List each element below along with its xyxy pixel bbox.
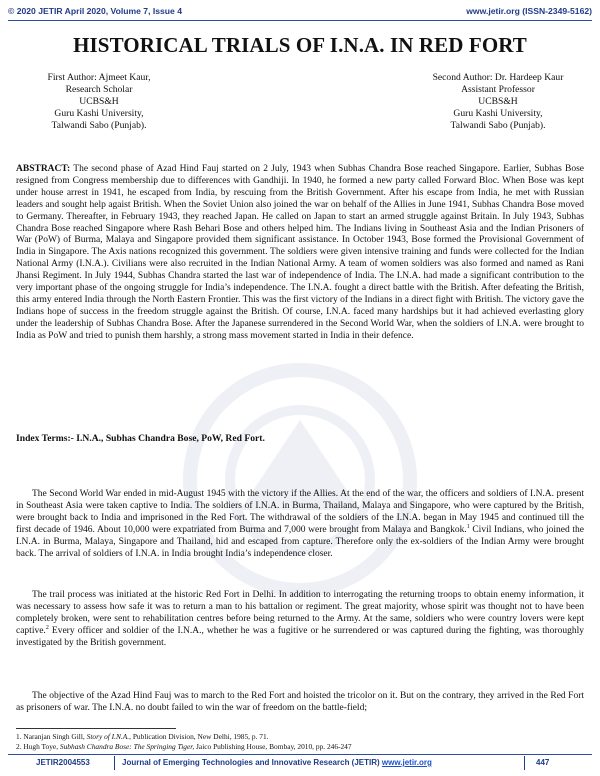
- footnote-ref-1[interactable]: 1: [466, 523, 470, 530]
- footer-divider: [8, 754, 592, 755]
- header-issue-info: © 2020 JETIR April 2020, Volume 7, Issue 4: [8, 6, 182, 16]
- page-number: 447: [536, 758, 550, 767]
- footnote-1: 1. Naranjan Singh Gill, Story of I.N.A., Publication Division, New Delhi, 1985, p. 71.: [16, 732, 269, 741]
- page-header: [8, 6, 592, 20]
- body-paragraph-1: The Second World War ended in mid-August 1945 with the victory if the Allies. At the end of the war, the officers and soldiers of I.N.A. present in Southeast Asia were taken captive to India. The soldiers of I.N.A. in Burma, Thailand, Malaya and Singapore, who were captured by the British, were brought back to India and imprisoned in the Red Fort. The withdrawal of the soldiers of the I.N.A. began in May 1945 and continued till the first decade of 1946. About 10,000 were expatriated from Burma and 7,000 were brought from Malaya and Bangkok.$^1$ Civil Indians, who joined the I.N.A. in Burma, Malaya, Singapore and Thailand, hid and escaped from capture. Therefore only the ex-soldiers of the Indian Army were brought back. The arrival of soldiers of I.N.A. in India brought India’s independence closer.: [16, 489, 584, 559]
- footnote-2: 2. Hugh Toye, Subhash Chandra Bose: The Springing Tiger, Jaico Publishing House, Bombay, 2010, pp. 246-247: [16, 742, 352, 751]
- abstract-text: The second phase of Azad Hind Fauj started on 2 July, 1943 when Subhas Chandra Bose reached Singapore. Earlier, Subhas Bose resigned from Congress membership due to differences with Gandhiji. In 1940, he formed a new party called Forward Bloc. When Bose was kept under house arrest in 1941, he escaped from India, by rescuing from the British Government. After his escape from India, he met with Russian leaders and sought help agaist British. When the Soviet Union also joined the war on behalf of the Allies in June 1941, Subhas Chandra Bose moved to Germany. Thereafter, in February 1943, they reached Japan. He called on Japan to start an armed struggle against Britain. In July 1943, Subhas Chandra Bose reached Singapore where Rash Behari Bose and others helped him. The Indians living in Southeast Asia and the Indian Prisoners of War (PoW) of Burma, Malaya and Singapore provided them significant assistance. In October 1943, Bose formed the Provisional Government of India in Singapore. The Axis nations recognized this government. The soldiers were given intensive training and funds were collected for the Indian National Army (I.N.A.). Civilians were also recruited in the Indian National Army. A team of women soldiers was also formed and named as Rani Jhansi Regiment. In July 1944, Subhas Chandra started the last war of independence of India. The I.N.A. had made a significant contribution to the very important phase of the ongoing struggle for India’s independence. The I.N.A. fought a direct battle with the British. After defeating the British, this army entered India through the North Eastern Frontier. This was the first victory of the Indians in a direct fight with British. The victory gave the Indians hope of success in the freedom struggle against the British. Of course, I.N.A. faced many hardships but it had achieved everlasting glory under the leadership of Subhas Chandra Bose. After the Japanese surrendered in the Second World War, when the soldiers of I.N.A. were brought to India as PoW and tried to punish them harshly, a strong mass movement started in India in their defence.: [16, 164, 584, 341]
- header-journal-url[interactable]: www.jetir.org (ISSN-2349-5162): [466, 6, 592, 16]
- footer-journal-link[interactable]: www.jetir.org: [381, 758, 432, 767]
- page-footer: [8, 758, 592, 772]
- index-terms: Index Terms:- I.N.A., Subhas Chandra Bose, PoW, Red Fort.: [16, 433, 265, 444]
- first-author-location: Talwandi Sabo (Punjab).: [51, 120, 147, 131]
- first-author-dept: UCBS&H: [79, 96, 119, 107]
- second-author-role: Assistant Professor: [461, 84, 535, 95]
- second-author-block: [408, 72, 588, 132]
- first-author-name: First Author: Ajmeet Kaur,: [47, 72, 151, 83]
- paper-id: JETIR2004553: [36, 758, 90, 767]
- header-divider: [8, 20, 592, 21]
- body-paragraph-2: The trail process was initiated at the historic Red Fort in Delhi. In addition to interrogating the returning troops to obtain enemy information, it was necessary to assess how safe it was to return a man to his battalion or regiment. The great majority, whose spirit was thought not to have been completely broken, were sent to rehabilitation centres before being returned to the Army. At the same, soldiers who were country lovers were kept captive.$^2$ Every officer and soldier of the I.N.A., whether he was a fugitive or he surrendered or was captured during the fighting, was thoroughly investigated by the British government.: [16, 590, 584, 648]
- footer-separator: [114, 756, 115, 770]
- footer-separator: [524, 756, 525, 770]
- second-author-location: Talwandi Sabo (Punjab).: [450, 120, 546, 131]
- footnote-divider: [16, 728, 176, 729]
- abstract: [16, 164, 584, 343]
- paper-title: HISTORICAL TRIALS OF I.N.A. IN RED FORT: [73, 33, 527, 57]
- body-paragraph-3: The objective of the Azad Hind Fauj was to march to the Red Fort and hoisted the tricolor on it. But on the contrary, they arrived in the Red Fort as prisoners of war. The I.N.A. no doubt failed to win the war of freedom on the battle-field;: [16, 691, 584, 713]
- abstract-label: ABSTRACT:: [16, 164, 71, 174]
- footnote-ref-2[interactable]: 2: [45, 624, 49, 631]
- first-author-university: Guru Kashi University,: [54, 108, 144, 119]
- footer-journal: Journal of Emerging Technologies and Innovative Research (JETIR) www.jetir.org: [122, 758, 432, 767]
- second-author-university: Guru Kashi University,: [453, 108, 543, 119]
- first-author-block: [14, 72, 184, 132]
- first-author-role: Research Scholar: [65, 84, 133, 95]
- second-author-name: Second Author: Dr. Hardeep Kaur: [432, 72, 564, 83]
- watermark-emblem: [180, 360, 420, 600]
- second-author-dept: UCBS&H: [478, 96, 518, 107]
